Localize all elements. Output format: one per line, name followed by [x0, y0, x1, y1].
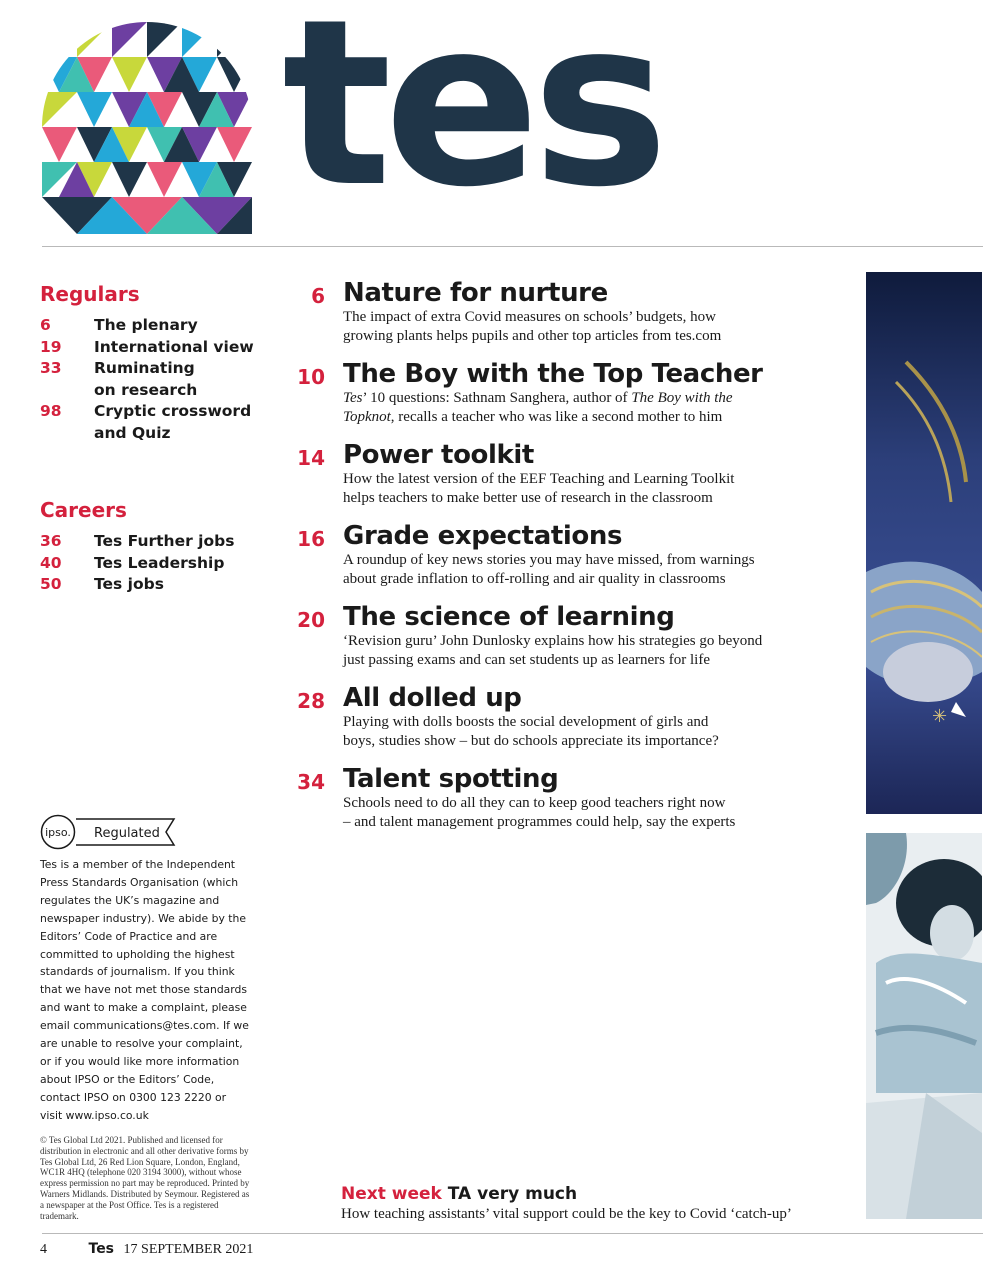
story-description: How the latest version of the EEF Teaching and Learning Toolkit helps teachers to make better use of research in the classroom: [343, 471, 735, 506]
copyright-notice: © Tes Global Ltd 2021. Published and licensed for distribution in electronic and all other derivative forms by Tes Global Ltd, 26 Red Lion Square, London, England, WC1R 4HQ (telephone 020 3194 3000), without whose express permission no part may be reproduced. Printed by Warners Midlands. Distributed by Seymour. Registered as a newspaper at the Post Office. Tes is a registered trademark.: [40, 1135, 250, 1221]
masthead-divider: [42, 246, 983, 247]
ipso-regulated-logo: [40, 814, 176, 850]
footer-brand: Tes: [88, 1241, 115, 1257]
story-title: The science of learning: [343, 602, 675, 632]
story-description: Tes’ 10 questions: Sathnam Sanghera, author of The Boy with the Topknot, recalls a teacher who was like a second mother to him: [343, 390, 733, 425]
girl-with-doll-photo: [866, 833, 982, 1219]
careers-item[interactable]: 40 Tes Leadership: [40, 553, 225, 572]
story-description: Playing with dolls boosts the social development of girls and boys, studies show – but do schools appreciate its importance?: [343, 714, 719, 749]
story-title: Power toolkit: [343, 440, 534, 470]
story-title: Nature for nurture: [343, 278, 608, 308]
tes-wordmark: tes: [282, 0, 661, 238]
story-description: Schools need to do all they can to keep good teachers right now – and talent management programmes could help, say the experts: [343, 795, 736, 830]
tes-logo-mark: [42, 22, 252, 234]
story-description: A roundup of key news stories you may have missed, from warnings about grade inflation to off-rolling and air quality in classrooms: [343, 552, 755, 587]
regulars-heading: Regulars: [40, 282, 140, 306]
story-title: The Boy with the Top Teacher: [343, 359, 763, 389]
next-week-heading[interactable]: [341, 1184, 577, 1204]
story-description: ‘Revision guru’ John Dunlosky explains how his strategies go beyond just passing exams and can set students up as learners for life: [343, 633, 763, 668]
footer-divider: [42, 1233, 983, 1234]
next-week-title: TA very much: [447, 1184, 578, 1204]
story-description: The impact of extra Covid measures on schools’ budgets, how growing plants helps pupils and other top articles from tes.com: [343, 309, 722, 344]
next-week-label: Next week: [341, 1184, 442, 1204]
ipso-logo-text: ipso.: [45, 826, 71, 839]
next-week-description: How teaching assistants’ vital support could be the key to Covid ‘catch-up’: [341, 1206, 792, 1222]
story-page-number: 6: [311, 284, 325, 308]
careers-list: [40, 531, 270, 596]
embroidered-fabric-photo: [866, 272, 982, 814]
careers-heading: Careers: [40, 498, 127, 522]
story-title: All dolled up: [343, 683, 522, 713]
regulars-item[interactable]: 98 Cryptic crossword and Quiz: [40, 402, 252, 442]
story-page-number: 16: [297, 527, 325, 551]
issue-date: 17 SEPTEMBER 2021: [123, 1242, 254, 1257]
regulars-item[interactable]: 33 Ruminating on research: [40, 359, 198, 399]
story-page-number: 20: [297, 608, 325, 632]
ipso-statement: Tes is a member of the Independent Press Standards Organisation (which regulates the UK’s magazine and newspaper industry). We abide by the Editors’ Code of Practice and are committed to upholding the highest standards of journalism. If you think that we have not met those standards and want to make a complaint, please email communications@tes.com. If we are unable to resolve your complaint, or if you would like more information about IPSO or the Editors’ Code, contact IPSO on 0300 123 2220 or visit www.ipso.co.uk: [40, 858, 249, 1122]
story-page-number: 34: [297, 770, 325, 794]
story-title: Grade expectations: [343, 521, 623, 551]
regulars-list: [40, 315, 270, 444]
page-number: 4: [40, 1242, 47, 1257]
story-title: Talent spotting: [343, 764, 559, 794]
story-page-number: 14: [297, 446, 325, 470]
story-page-number: 10: [297, 365, 325, 389]
story-page-number: 28: [297, 689, 325, 713]
regulars-item[interactable]: 6 The plenary: [40, 316, 198, 334]
svg-text:✳: ✳: [932, 706, 948, 727]
careers-item[interactable]: 50 Tes jobs: [40, 575, 164, 593]
regulars-item[interactable]: 19 International view: [40, 337, 254, 356]
careers-item[interactable]: 36 Tes Further jobs: [40, 532, 235, 550]
page-footer: [40, 1241, 253, 1258]
ipso-badge-text: Regulated: [94, 826, 160, 841]
